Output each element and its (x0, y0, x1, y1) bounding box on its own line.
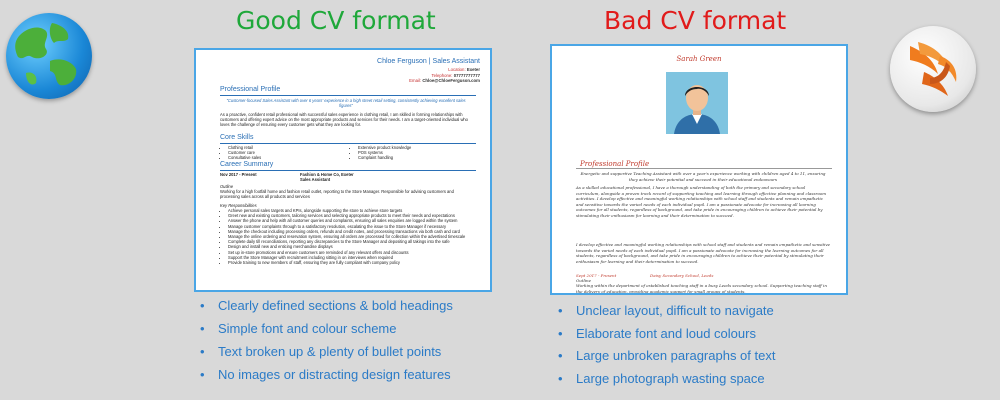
job-dates: Nov 2017 - Present (220, 172, 257, 177)
contact-value: Chloe@ChloeFerguson.com (422, 78, 480, 83)
skill-item: • Complaint handling (358, 155, 411, 160)
bad-point-item: • Elaborate font and loud colours (552, 326, 775, 341)
bad-job-text: Working within the department of established teaching staff in a busy Leeds secondary school. Supporting teaching staff in the delivery of education, providing academic support for small groups of students. (576, 283, 827, 294)
globe-continents (6, 13, 92, 99)
job-company-name: Fashion & Home Co, Exeter (300, 172, 354, 177)
bad-para-3: I develop effective and meaningful working relationships with school staff and students and remain empathetic and sensitive towards the varied needs of each individual pupil. I am a passionate advocate for increasing the learning outcomes for all students, regardless of background, and take pride in encouraging children to achieve their potential by stimulating their enthusiasm for learning and their determination to succeed. (576, 242, 830, 264)
responsibility-item: • Support the Store Manager with recruitment including sitting in on interviews when required (228, 255, 472, 260)
job-company (300, 172, 354, 182)
section-divider (576, 168, 832, 169)
person-photo-icon (666, 72, 728, 134)
globe-icon (6, 13, 92, 99)
bad-job-company: Daisy Secondary School, Leeds (650, 273, 714, 278)
profile-text: As a proactive, confident retail professional with successful sales experience in clothing retail, I am skilled in forming relationships with customers and offering expert advice on the most appropriate products and services for their needs. I am a target-oriented individual who loves the challenge of ensuring every customer gets what they are looking for. (220, 112, 468, 128)
responsibility-item: • Greet new and existing customers, tailoring services and selecting appropriate products to meet their needs and expectations (228, 213, 472, 218)
bad-cv-name: Sarah Green (676, 55, 722, 63)
bad-job-text-2 (582, 294, 830, 295)
contact-label: Email: (409, 78, 422, 83)
bad-cv-heading: Bad CV format (604, 6, 787, 35)
skill-item: • POS systems (358, 150, 411, 155)
responsibilities-list (222, 208, 472, 265)
good-cv-document (194, 48, 492, 292)
good-points-list (194, 298, 453, 390)
skill-item: • Consultative sales (228, 155, 261, 160)
good-point-item: • Simple font and colour scheme (194, 321, 453, 336)
cv-contact-block (409, 67, 480, 84)
profile-quote: "Customer-focused Sales Assistant with over 6 years' experience in a high street retail setting, consistently achieving excellent sales figures" (226, 98, 466, 109)
good-point-item: • Text broken up & plenty of bullet points (194, 344, 453, 359)
responsibility-item: • Achieve personal sales targets and KPIs, alongside supporting the store to achieve store targets (228, 208, 472, 213)
responsibilities-label: Key Responsibilities (220, 203, 257, 208)
skills-right-list (352, 145, 411, 161)
bad-point-item: • Large unbroken paragraphs of text (552, 348, 775, 363)
profile-section-heading: Professional Profile (220, 86, 281, 93)
responsibility-item: • Provide training to new members of staff, ensuring they are fully compliant with company policy (228, 260, 472, 265)
bad-profile-heading: Professional Profile (580, 160, 650, 168)
avatar (666, 72, 728, 134)
responsibility-item: • Design and install new and enticing merchandise displays (228, 244, 472, 249)
good-point-item: • No images or distracting design features (194, 367, 453, 382)
bad-points-list (552, 303, 775, 393)
skill-item: • Customer care (228, 150, 261, 155)
career-section-heading: Career Summary (220, 161, 274, 168)
job-role: Sales Assistant (300, 177, 331, 183)
bad-para-1: Energetic and supportive Teaching Assistant with over a year's experience working with children aged 4 to 11, ensuring they achieve their potential and succeed in their educational endeavours (580, 171, 826, 182)
contact-value: Exeter (466, 67, 480, 72)
good-point-item: • Clearly defined sections & bold headings (194, 298, 453, 313)
contact-label: Location: (448, 67, 466, 72)
bad-outline-label: Outline (576, 278, 591, 283)
responsibility-item: • Manage customer complaints through to a satisfactory resolution, escalating the issue to the Store Manager if necessary (228, 224, 472, 229)
outline-label: Outline (220, 184, 233, 189)
contact-value: 07777777777 (453, 72, 480, 78)
bad-cv-document (550, 44, 848, 295)
responsibility-item: • Manage the online ordering and reservation system, ensuring all orders are processed for collection within the advertised timescale (228, 234, 472, 239)
bad-point-item: • Unclear layout, difficult to navigate (552, 303, 775, 318)
responsibility-item: • Set up in-store promotions and ensure customers are reminded of any relevant offers and discounts (228, 250, 472, 255)
skills-left-list (222, 145, 261, 161)
cv-name-title: Chloe Ferguson | Sales Assistant (377, 58, 480, 65)
phoenix-logo-icon (890, 26, 976, 112)
phoenix-shape (890, 26, 976, 112)
skill-item: • Extensive product knowledge (358, 145, 411, 150)
outline-text: Working for a high footfall home and fashion retail outlet, reporting to the Store Manager. Responsible for advising customers and processing sales across all products and services (220, 189, 454, 200)
bad-job-dates: Sept 2017 - Present (576, 273, 617, 278)
section-divider (220, 170, 476, 171)
skill-item: • Clothing retail (228, 145, 261, 150)
section-divider (220, 143, 476, 144)
bad-para-2: As a skilled educational professional, I have a thorough understanding of both the primary and secondary school curriculum, alongside a proven track record of supporting teaching and learning through effective planning and classroom activities. I develop effective and meaningful working relationships with school staff and students and remain empathetic and sensitive towards the varied needs of each individual pupil. I am a passionate advocate for increasing all learning outcomes for all students, regardless of background, and take pride in encouraging children to achieve their potential by stimulating their enthusiasm for learning and their determination to succeed. (576, 185, 827, 218)
responsibility-item: • Answer the phone and help with all customer queries and complaints, ensuring all sales enquiries are logged within the system (228, 218, 472, 223)
responsibility-item: • Complete daily till reconciliations, reporting any discrepancies to the Store Manager and depositing all takings into the safe (228, 239, 472, 244)
skills-section-heading: Core Skills (220, 134, 254, 141)
section-divider (220, 95, 476, 96)
contact-label: Telephone: (431, 72, 453, 78)
responsibility-item: • Manage the checkout including processing orders, refunds and credit notes, and processing transactions via both cash and card (228, 229, 472, 234)
good-cv-heading: Good CV format (236, 6, 436, 35)
bad-point-item: • Large photograph wasting space (552, 371, 775, 386)
